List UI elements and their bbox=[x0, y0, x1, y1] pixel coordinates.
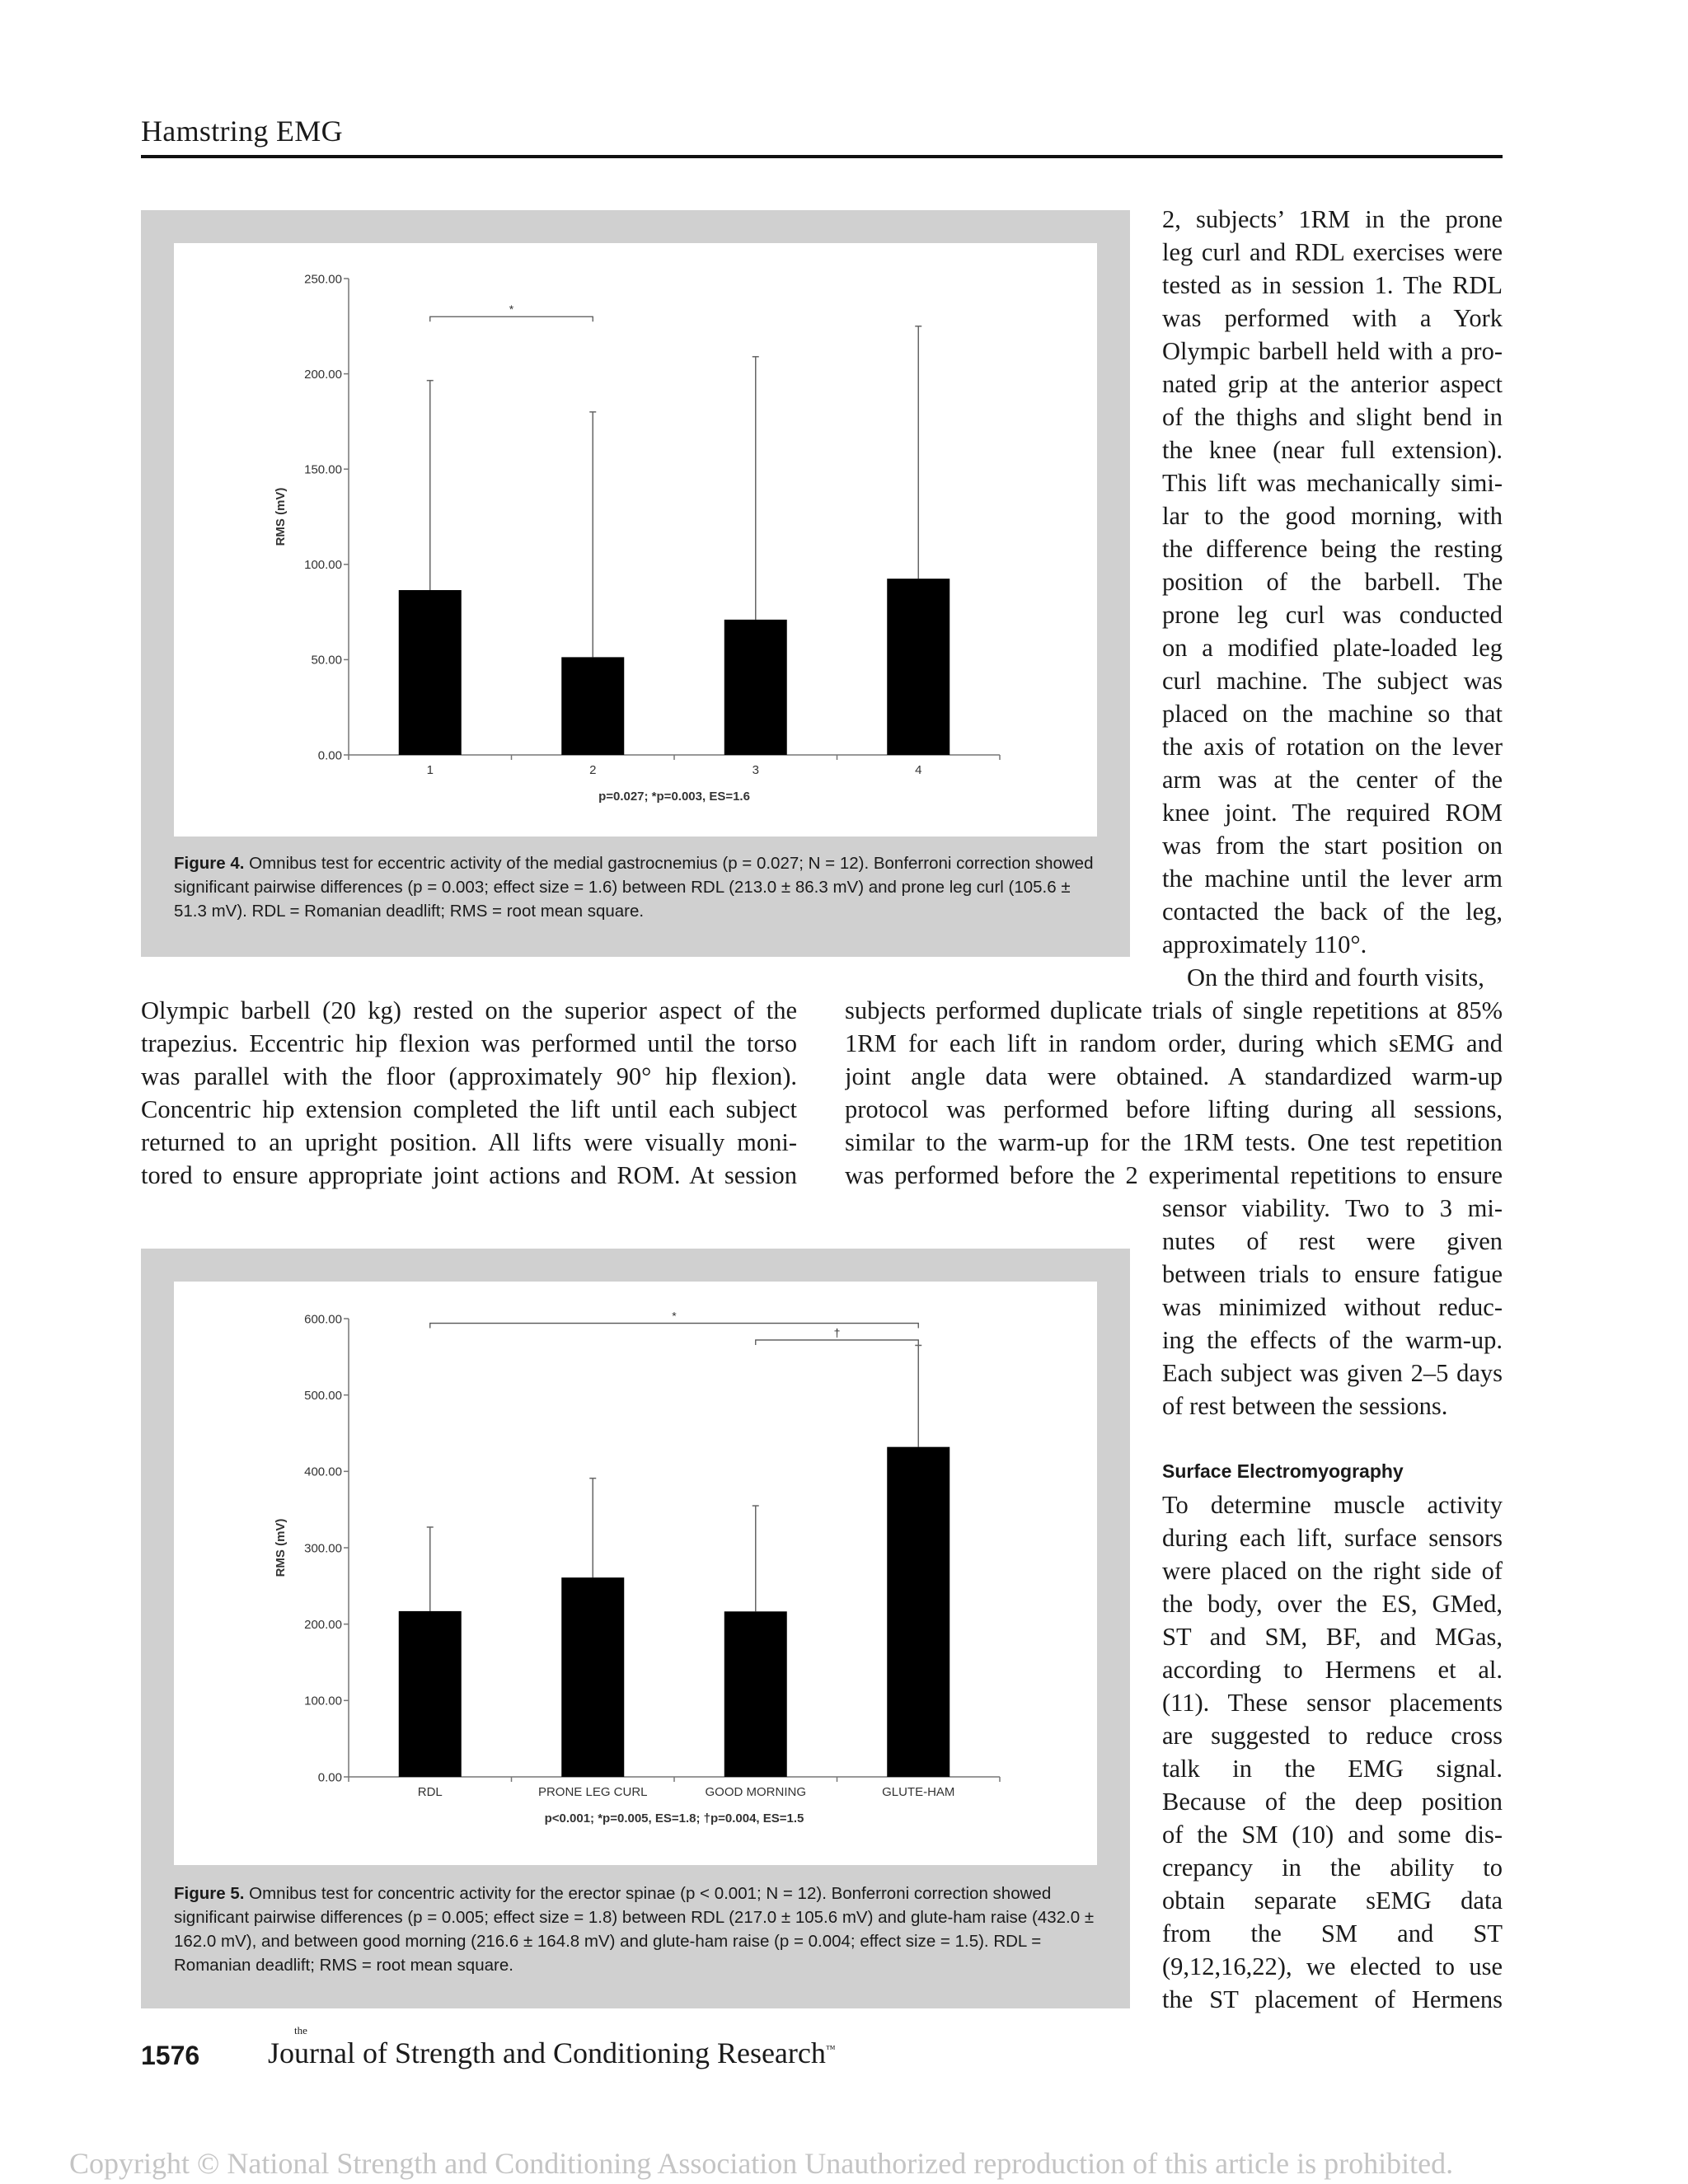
journal-name bbox=[268, 2024, 836, 2070]
fig4-y-tick-label: 50.00 bbox=[311, 653, 342, 668]
text-line: Each subject was given 2–5 days bbox=[1162, 1359, 1503, 1387]
text-line: approximately 110°. bbox=[1162, 930, 1367, 958]
left-middle-text bbox=[141, 994, 797, 1192]
text-line: ing the effects of the warm-up. bbox=[1162, 1326, 1503, 1354]
journal-trademark: ™ bbox=[825, 2043, 836, 2055]
fig4-significance-symbol: * bbox=[509, 302, 514, 316]
fig4-y-tick-label: 250.00 bbox=[304, 272, 342, 287]
text-line: was performed before the 2 experimental repetitions to ensure bbox=[845, 1161, 1503, 1189]
figure-4-caption bbox=[174, 851, 1097, 923]
text-line: trapezius. Eccentric hip flexion was performed until the torso bbox=[141, 1029, 797, 1057]
text-line: of the thighs and slight bend in bbox=[1162, 403, 1503, 431]
fig5-x-tick-label: GOOD MORNING bbox=[705, 1785, 806, 1799]
fig5-bar bbox=[724, 1611, 787, 1777]
fig4-y-tick-label: 150.00 bbox=[304, 462, 342, 477]
fig4-x-axis-label: p=0.027; *p=0.003, ES=1.6 bbox=[598, 790, 750, 804]
fig5-x-tick-label: GLUTE-HAM bbox=[882, 1785, 955, 1799]
text-line: tored to ensure appropriate joint actions and ROM. At session bbox=[141, 1161, 797, 1189]
text-line: crepancy in the ability to bbox=[1162, 1854, 1503, 1882]
figure-4-chart bbox=[174, 243, 1097, 837]
fig5-y-tick-label: 600.00 bbox=[304, 1312, 342, 1327]
text-line: curl machine. The subject was bbox=[1162, 667, 1503, 695]
fig4-x-tick-label: 1 bbox=[426, 763, 434, 777]
figure-4-box bbox=[141, 210, 1130, 957]
right-column-text-3 bbox=[1162, 1192, 1503, 1422]
text-line: according to Hermens et al. bbox=[1162, 1656, 1503, 1684]
text-line: knee joint. The required ROM bbox=[1162, 799, 1503, 827]
text-line: the difference being the resting bbox=[1162, 535, 1503, 563]
text-line: was performed with a York bbox=[1162, 304, 1503, 332]
figure-5-caption-label: Figure 5. bbox=[174, 1884, 245, 1903]
figure-5-caption-text: Omnibus test for concentric activity for the erector spinae (p < 0.001; N = 12). Bonferroni correction showed significant pairwise differences (p = 0.005; effect size = 1.8) between RDL (217.0 ± 105.6 mV) and glute-ham raise (432.0 ± 162.0 mV), and between good morning (216.6 ± 164.8 mV) and glute-ham raise (p = 0.004; effect size = 1.5). RDL = Romanian deadlift; RMS = root mean square. bbox=[174, 1884, 1095, 1975]
fig5-significance-bracket bbox=[756, 1340, 919, 1345]
fig5-x-tick-label: RDL bbox=[417, 1785, 443, 1799]
fig5-y-axis-label: RMS (mV) bbox=[274, 1518, 288, 1577]
header-rule bbox=[141, 155, 1503, 158]
fig4-bar bbox=[724, 620, 787, 755]
fig5-bar bbox=[399, 1611, 462, 1777]
fig5-y-tick-label: 500.00 bbox=[304, 1388, 342, 1403]
text-line: were placed on the right side of bbox=[1162, 1557, 1503, 1585]
text-line: position of the barbell. The bbox=[1162, 568, 1503, 596]
text-line: the knee (near full extension). bbox=[1162, 436, 1503, 464]
text-line: returned to an upright position. All lifts were visually moni- bbox=[141, 1128, 797, 1156]
text-line: talk in the EMG signal. bbox=[1162, 1755, 1503, 1783]
fig4-x-tick-label: 2 bbox=[589, 763, 597, 777]
text-line: nated grip at the anterior aspect bbox=[1162, 370, 1503, 398]
text-line: tested as in session 1. The RDL bbox=[1162, 271, 1503, 299]
fig5-y-tick-label: 200.00 bbox=[304, 1617, 342, 1632]
text-line: lar to the good morning, with bbox=[1162, 502, 1503, 530]
text-line: was parallel with the floor (approximately 90° hip flexion). bbox=[141, 1062, 797, 1090]
text-line: are suggested to reduce cross bbox=[1162, 1722, 1503, 1750]
fig5-significance-symbol: * bbox=[672, 1309, 677, 1323]
paragraph-start-line: On the third and fourth visits, bbox=[1187, 963, 1484, 991]
text-line: between trials to ensure fatigue bbox=[1162, 1260, 1503, 1288]
journal-title: Journal of Strength and Conditioning Research bbox=[268, 2036, 826, 2069]
text-line: was from the start position on bbox=[1162, 832, 1503, 860]
text-line: nutes of rest were given bbox=[1162, 1227, 1503, 1255]
text-line: was minimized without reduc- bbox=[1162, 1293, 1503, 1321]
fig4-y-tick-label: 100.00 bbox=[304, 558, 342, 573]
text-line: similar to the warm-up for the 1RM tests. One test repetition bbox=[845, 1128, 1503, 1156]
figure-5-caption bbox=[174, 1882, 1097, 1977]
fig4-y-axis-label: RMS (mV) bbox=[274, 487, 288, 546]
fig5-significance-symbol: † bbox=[833, 1325, 841, 1339]
right-column-text-1 bbox=[1162, 203, 1503, 961]
figure-4-caption-label: Figure 4. bbox=[174, 854, 245, 873]
right-column-text-2 bbox=[1162, 961, 1503, 994]
fig5-x-tick-label: PRONE LEG CURL bbox=[537, 1785, 648, 1799]
section-heading-surface-emg: Surface Electromyography bbox=[1162, 1460, 1404, 1482]
fig4-x-tick-label: 3 bbox=[752, 763, 759, 777]
fig4-significance-bracket bbox=[430, 316, 593, 321]
text-line: subjects performed duplicate trials of single repetitions at 85% bbox=[845, 996, 1503, 1024]
text-line: the ST placement of Hermens bbox=[1162, 1985, 1503, 2013]
running-title: Hamstring EMG bbox=[141, 115, 343, 148]
text-line: protocol was performed before lifting during all sessions, bbox=[845, 1095, 1503, 1123]
text-line: the body, over the ES, GMed, bbox=[1162, 1590, 1503, 1618]
text-line: the axis of rotation on the lever bbox=[1162, 733, 1503, 761]
journal-the: the bbox=[294, 2024, 307, 2036]
text-line: To determine muscle activity bbox=[1162, 1491, 1503, 1519]
figure-5-box bbox=[141, 1249, 1130, 2008]
fig5-y-tick-label: 300.00 bbox=[304, 1541, 342, 1556]
text-line: Olympic barbell (20 kg) rested on the superior aspect of the bbox=[141, 996, 797, 1024]
text-line: Concentric hip extension completed the lift until each subject bbox=[141, 1095, 797, 1123]
fig4-bar bbox=[561, 657, 624, 755]
page-number: 1576 bbox=[141, 2041, 200, 2070]
fig5-x-axis-label: p<0.001; *p=0.005, ES=1.8; †p=0.004, ES=1.5 bbox=[544, 1811, 804, 1825]
figure-5-plot-area bbox=[174, 1282, 1097, 1865]
text-line: Because of the deep position bbox=[1162, 1788, 1503, 1816]
text-line: leg curl and RDL exercises were bbox=[1162, 238, 1503, 266]
text-line: This lift was mechanically simi- bbox=[1162, 469, 1503, 497]
fig4-y-tick-label: 0.00 bbox=[317, 748, 342, 763]
figure-4-caption-text: Omnibus test for eccentric activity of the medial gastrocnemius (p = 0.027; N = 12). Bonferroni correction showed significant pairwise differences (p = 0.003; effect size = 1.6) between RDL (213.0 ± 86.3 mV) and prone leg curl (105.6 ± 51.3 mV). RDL = Romanian deadlift; RMS = root mean square. bbox=[174, 854, 1094, 921]
fig4-y-tick-label: 200.00 bbox=[304, 367, 342, 382]
text-line: ST and SM, BF, and MGas, bbox=[1162, 1623, 1503, 1651]
figure-4-plot-area bbox=[174, 243, 1097, 837]
fig4-x-tick-label: 4 bbox=[915, 763, 922, 777]
fig4-bar bbox=[399, 590, 462, 755]
text-line: from the SM and ST bbox=[1162, 1919, 1503, 1947]
text-line: obtain separate sEMG data bbox=[1162, 1886, 1503, 1915]
text-line: of the SM (10) and some dis- bbox=[1162, 1821, 1503, 1849]
fig5-bar bbox=[561, 1577, 624, 1777]
text-line: 2, subjects’ 1RM in the prone bbox=[1162, 205, 1503, 233]
text-line: placed on the machine so that bbox=[1162, 700, 1503, 728]
right-column-text-4 bbox=[1162, 1488, 1503, 2016]
text-line: sensor viability. Two to 3 mi- bbox=[1162, 1194, 1503, 1222]
text-line: (9,12,16,22), we elected to use bbox=[1162, 1952, 1503, 1980]
fig5-y-tick-label: 100.00 bbox=[304, 1694, 342, 1708]
fig5-y-tick-label: 400.00 bbox=[304, 1465, 342, 1479]
fig5-bar bbox=[887, 1447, 950, 1777]
text-line: during each lift, surface sensors bbox=[1162, 1524, 1503, 1552]
text-line: (11). These sensor placements bbox=[1162, 1689, 1503, 1717]
figure-5-chart bbox=[174, 1282, 1097, 1865]
copyright-notice: Copyright © National Strength and Conditioning Association Unauthorized reproduction of this article is prohibited. bbox=[69, 2147, 1454, 2180]
text-line: the machine until the lever arm bbox=[1162, 865, 1503, 893]
fig4-bar bbox=[887, 579, 950, 755]
text-line: of rest between the sessions. bbox=[1162, 1392, 1448, 1420]
text-line: prone leg curl was conducted bbox=[1162, 601, 1503, 629]
fig5-y-tick-label: 0.00 bbox=[317, 1770, 342, 1785]
text-line: Olympic barbell held with a pro- bbox=[1162, 337, 1503, 365]
fig5-significance-bracket bbox=[430, 1324, 919, 1329]
text-line: joint angle data were obtained. A standardized warm-up bbox=[845, 1062, 1503, 1090]
text-line: contacted the back of the leg, bbox=[1162, 898, 1503, 926]
text-line: 1RM for each lift in random order, during which sEMG and bbox=[845, 1029, 1503, 1057]
text-line: on a modified plate-loaded leg bbox=[1162, 634, 1503, 662]
right-middle-text bbox=[845, 994, 1503, 1192]
text-line: arm was at the center of the bbox=[1162, 766, 1503, 794]
